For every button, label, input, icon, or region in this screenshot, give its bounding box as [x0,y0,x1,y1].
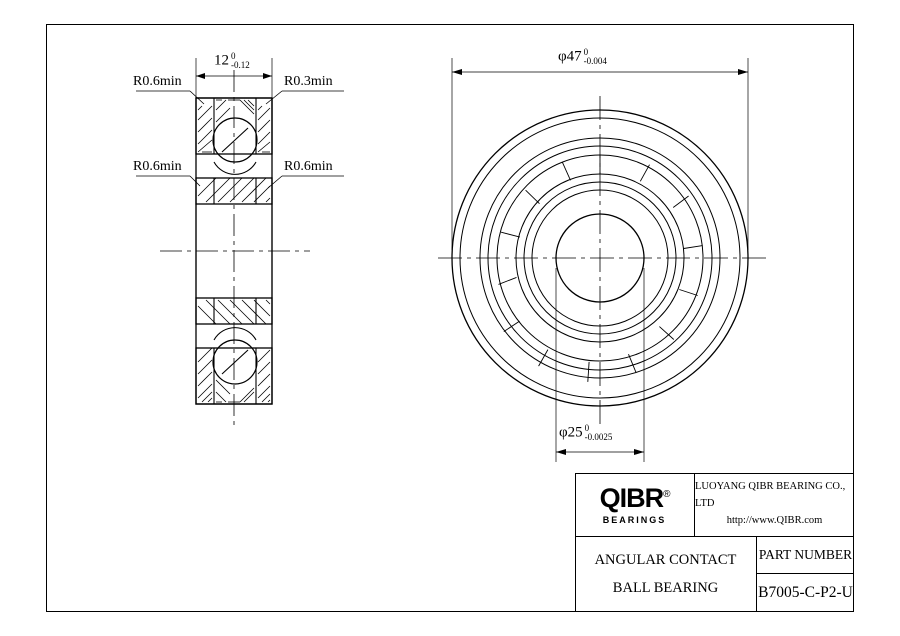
chamfer-note-bottom-right: R0.6min [284,159,333,174]
description-line-2: BALL BEARING [612,579,719,596]
bore-diameter-dimension: φ25 0 -0.0025 [559,423,613,442]
company-info [695,473,854,536]
chamfer-note-top-left: R0.6min [133,74,182,89]
chamfer-note-top-right: R0.3min [284,74,333,89]
company-website: http://www.QIBR.com [726,514,823,526]
title-block [575,473,854,612]
part-number-cell [757,537,854,612]
company-logo [575,473,695,536]
chamfer-note-bottom-left: R0.6min [133,159,182,174]
outer-diameter-dimension: φ47 0 -0.004 [558,47,607,66]
title-block-body [575,537,854,612]
company-name: LUOYANG QIBR BEARING CO., LTD [695,481,846,510]
part-number-label: PART NUMBER [757,537,854,574]
part-number-value: B7005-C-P2-U [758,584,853,601]
description-line-1: ANGULAR CONTACT [594,551,737,568]
title-block-header [575,473,854,537]
width-dimension: 12 0 -0.12 [214,51,250,70]
logo-brand: QIBR® [599,482,670,513]
product-description [575,537,757,612]
logo-tagline: BEARINGS [602,514,667,525]
